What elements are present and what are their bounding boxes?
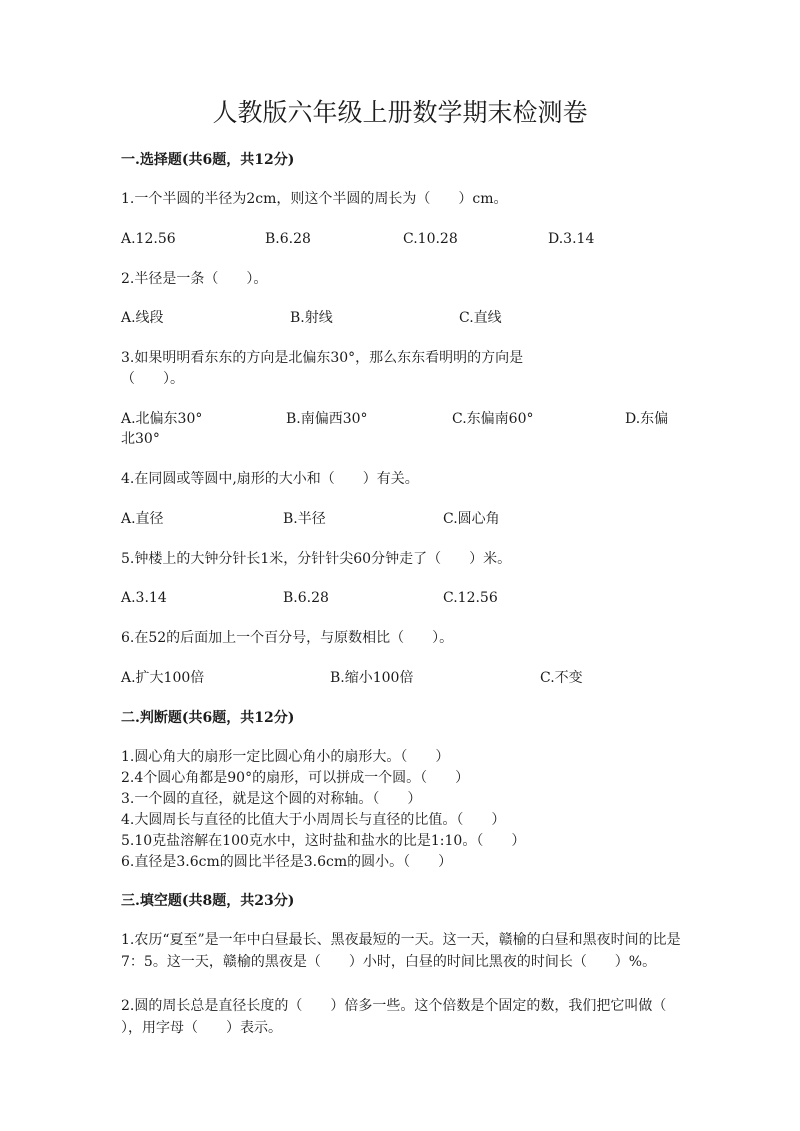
question-stem: 6.在52的后面加上一个百分号，与原数相比（ ）。	[121, 630, 454, 646]
option-a: A.线段	[121, 310, 164, 326]
option-d: D.东偏	[625, 411, 669, 427]
option-c: C.圆心角	[443, 511, 500, 527]
question-stem: 3.如果明明看东东的方向是北偏东30°，那么东东看明明的方向是	[121, 350, 524, 366]
option-a: A.扩大100倍	[121, 670, 205, 686]
question-stem: 5.钟楼上的大钟分针长1米，分针针尖60分钟走了（ ）米。	[121, 551, 512, 567]
option-d-continued: 北30°	[121, 431, 160, 447]
option-b: B.射线	[290, 310, 333, 326]
option-b: B.缩小100倍	[330, 670, 414, 686]
section-heading-judgment: 二.判断题(共6题，共12分)	[121, 710, 295, 726]
option-a: A.北偏东30°	[121, 411, 203, 427]
section-heading-choice: 一.选择题(共6题，共12分)	[121, 152, 295, 168]
judgment-item: 2.4个圆心角都是90°的扇形，可以拼成一个圆。（ ）	[121, 770, 470, 786]
judgment-item: 6.直径是3.6cm的圆比半径是3.6cm的圆小。（ ）	[121, 854, 453, 870]
judgment-item: 4.大圆周长与直径的比值大于小周周长与直径的比值。（ ）	[121, 812, 506, 828]
judgment-item: 5.10克盐溶解在100克水中，这时盐和盐水的比是1:10。（ ）	[121, 833, 526, 849]
option-a: A.3.14	[121, 590, 167, 606]
option-a: A.12.56	[121, 231, 176, 247]
option-b: B.6.28	[265, 231, 311, 247]
question-stem-continued: （ ）。	[121, 371, 184, 387]
judgment-item: 1.圆心角大的扇形一定比圆心角小的扇形大。（ ）	[121, 749, 450, 765]
question-stem: 4.在同圆或等圆中,扇形的大小和（ ）有关。	[121, 471, 419, 487]
fill-in-question: 1.农历“夏至”是一年中白昼最长、黑夜最短的一天。这一天，赣榆的白昼和黑夜时间的比是7：5。这一天，赣榆的黑夜是（ ）小时，白昼的时间比黑夜的时间长（ ）%。	[121, 932, 681, 970]
option-d: D.3.14	[548, 231, 595, 247]
fill-in-question: 2.圆的周长总是直径长度的（ ）倍多一些。这个倍数是个固定的数，我们把它叫做（ ），用字母（ ）表示。	[121, 998, 695, 1036]
option-c: C.不变	[540, 670, 583, 686]
judgment-item: 3.一个圆的直径，就是这个圆的对称轴。（ ）	[121, 791, 422, 807]
option-b: B.南偏西30°	[286, 411, 368, 427]
option-a: A.直径	[121, 511, 164, 527]
option-b: B.半径	[283, 511, 326, 527]
exam-title: 人教版六年级上册数学期末检测卷	[212, 98, 588, 127]
option-c: C.10.28	[403, 231, 458, 247]
question-stem: 1.一个半圆的半径为2cm，则这个半圆的周长为（ ）cm。	[121, 191, 508, 207]
question-stem: 2.半径是一条（ ）。	[121, 271, 268, 287]
option-c: C.12.56	[443, 590, 498, 606]
section-heading-fill-in: 三.填空题(共8题，共23分)	[121, 893, 295, 909]
option-b: B.6.28	[283, 590, 329, 606]
option-c: C.东偏南60°	[452, 411, 534, 427]
option-c: C.直线	[459, 310, 502, 326]
